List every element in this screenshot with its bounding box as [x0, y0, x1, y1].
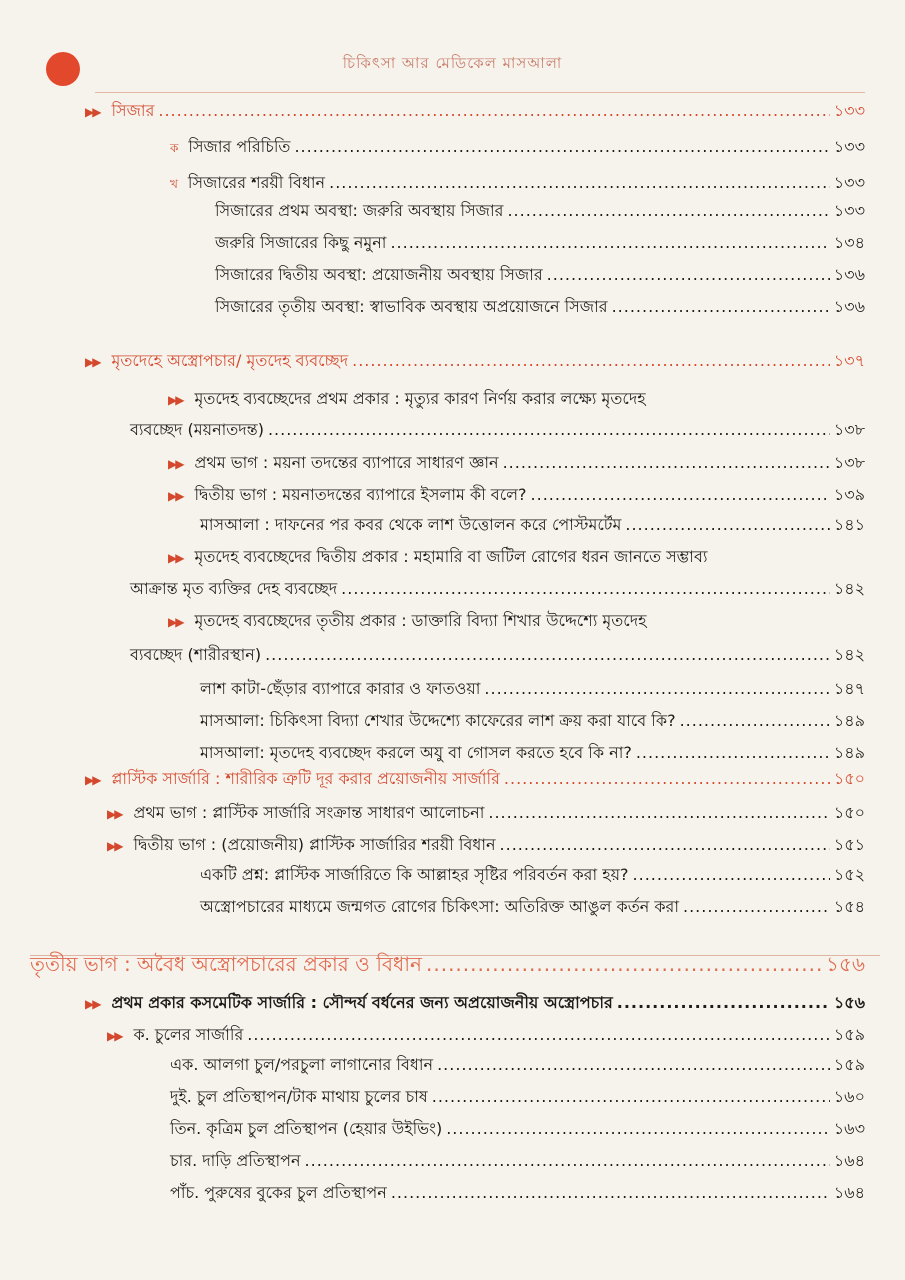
entry-title: প্রথম ভাগ : ময়না তদন্তের ব্যাপারে সাধারণ জ্ঞান	[194, 453, 499, 472]
toc-entry	[85, 766, 865, 793]
toc-entry	[215, 262, 865, 289]
entry-title: মৃতদেহ ব্যবচ্ছেদের প্রথম প্রকার : মৃত্যুর কারণ নির্ণয় করার লক্ষ্যে মৃতদেহ	[194, 389, 646, 408]
page-number: ১৫৯	[833, 1025, 865, 1044]
dot-leader	[265, 645, 830, 664]
toc-entry	[85, 990, 865, 1017]
toc-entry	[170, 1084, 865, 1111]
entry-letter: ক	[170, 141, 179, 155]
toc-entry	[168, 544, 865, 571]
entry-title: অস্ত্রোপচারের মাধ্যমে জন্মগত রোগের চিকিৎসা: অতিরিক্ত আঙুল কর্তন করা	[200, 897, 679, 916]
double-arrow-icon: ▶▶	[168, 551, 183, 565]
toc-entry	[168, 450, 865, 477]
toc-entry	[200, 894, 865, 921]
double-arrow-icon: ▶▶	[85, 355, 100, 369]
running-header: চিকিৎসা আর মেডিকেল মাসআলা	[342, 54, 563, 72]
toc-entry	[168, 608, 865, 635]
toc-entry	[30, 950, 865, 983]
dot-leader	[390, 233, 829, 252]
page-number: ১৩৬	[833, 265, 865, 284]
toc-entry	[85, 348, 865, 375]
page-number: ১৩৭	[833, 351, 865, 370]
dot-leader	[391, 1183, 830, 1202]
entry-title: তিন. কৃত্রিম চুল প্রতিস্থাপন (হেয়ার উইভিং)	[170, 1119, 443, 1138]
entry-title: চার. দাড়ি প্রতিস্থাপন	[170, 1151, 301, 1170]
dot-leader	[247, 1025, 830, 1044]
entry-title: জরুরি সিজারের কিছু নমুনা	[215, 233, 387, 252]
entry-title: দুই. চুল প্রতিস্থাপন/টাক মাথায় চুলের চাষ	[170, 1087, 428, 1106]
dot-leader	[437, 1055, 830, 1074]
dot-leader	[633, 865, 830, 884]
double-arrow-icon: ▶▶	[168, 615, 183, 629]
dot-leader	[683, 897, 830, 916]
double-arrow-icon: ▶▶	[107, 839, 122, 853]
dot-leader	[636, 743, 830, 762]
dot-leader	[158, 101, 829, 120]
entry-title: দ্বিতীয় ভাগ : ময়নাতদন্তের ব্যাপারে ইসলাম কী বলে?	[194, 485, 527, 504]
entry-title: মৃতদেহ ব্যবচ্ছেদের তৃতীয় প্রকার : ডাক্তারি বিদ্যা শিখার উদ্দেশ্যে মৃতদেহ	[194, 611, 647, 630]
double-arrow-icon: ▶▶	[107, 1029, 122, 1043]
toc-entry	[200, 862, 865, 889]
entry-title: সিজারের প্রথম অবস্থা: জরুরি অবস্থায় সিজার	[215, 201, 504, 220]
entry-title: মাসআলা: চিকিৎসা বিদ্যা শেখার উদ্দেশ্যে কাফেরের লাশ ক্রয় করা যাবে কি?	[200, 711, 676, 730]
page-number: ১৪১	[833, 515, 865, 534]
page-number: ১৩৩	[833, 101, 865, 120]
toc-entry	[170, 1052, 865, 1079]
page-number: ১৫৯	[833, 1055, 865, 1074]
entry-title: ক. চুলের সার্জারি	[133, 1025, 244, 1044]
toc-entry	[130, 576, 865, 603]
page-number: ১৬৪	[833, 1183, 865, 1202]
page-number: ১৩৮	[833, 453, 865, 472]
double-arrow-icon: ▶▶	[85, 105, 100, 119]
dot-leader	[426, 952, 822, 976]
entry-title: সিজারের শরয়ী বিধান	[187, 173, 326, 192]
entry-title: সিজার পরিচিতি	[188, 137, 291, 156]
page-number: ১৩৪	[833, 233, 865, 252]
page-number: ১৫০	[833, 803, 865, 822]
dot-leader	[294, 137, 829, 156]
header-rule	[95, 92, 865, 93]
page-number: ১৩৯	[833, 485, 865, 504]
entry-title: মাসআলা: মৃতদেহ ব্যবচ্ছেদ করলে অযু বা গোসল করতে হবে কি না?	[200, 743, 632, 762]
double-arrow-icon: ▶▶	[168, 457, 183, 471]
entry-title: প্লাস্টিক সার্জারি : শারীরিক ত্রুটি দূর করার প্রয়োজনীয় সার্জারি	[111, 769, 500, 788]
entry-title: প্রথম প্রকার কসমেটিক সার্জারি : সৌন্দর্য বর্ধনের জন্য অপ্রয়োজনীয় অস্ত্রোপচার	[111, 993, 613, 1012]
page-number: ১৫৪	[833, 897, 865, 916]
page-number: ১৬০	[833, 1087, 865, 1106]
dot-leader	[305, 1151, 830, 1170]
double-arrow-icon: ▶▶	[85, 997, 100, 1011]
toc-entry	[200, 512, 865, 539]
dot-leader	[547, 265, 830, 284]
toc-entry	[200, 740, 865, 767]
page-number: ১৫৬	[833, 993, 865, 1012]
page-number: ১৬৪	[833, 1151, 865, 1170]
dot-leader	[329, 173, 830, 192]
entry-title: ব্যবচ্ছেদ (শারীরস্থান)	[130, 645, 262, 664]
page-number: ১৩৬	[833, 297, 865, 316]
toc-entry	[107, 1022, 865, 1049]
page-number: ১৪২	[833, 645, 865, 664]
dot-leader	[531, 485, 830, 504]
toc-entry	[107, 832, 865, 859]
page-number: ১৫০	[833, 769, 865, 788]
dot-leader	[488, 803, 829, 822]
dot-leader	[446, 1119, 830, 1138]
toc-entry	[130, 417, 865, 444]
entry-title: পাঁচ. পুরুষের বুকের চুল প্রতিস্থাপন	[170, 1183, 387, 1202]
double-arrow-icon: ▶▶	[168, 489, 183, 503]
dot-leader	[612, 297, 830, 316]
toc-entry	[170, 1148, 865, 1175]
entry-title: একটি প্রশ্ন: প্লাস্টিক সার্জারিতে কি আল্লাহর সৃষ্টির পরিবর্তন করা হয়?	[200, 865, 629, 884]
toc-entry	[168, 386, 865, 413]
dot-leader	[507, 201, 829, 220]
page-number: ১৪৯	[833, 743, 865, 762]
entry-title: আক্রান্ত মৃত ব্যক্তির দেহ ব্যবচ্ছেদ	[130, 579, 338, 598]
dot-leader	[432, 1087, 830, 1106]
entry-title: মাসআলা : দাফনের পর কবর থেকে লাশ উত্তোলন করে পোস্টমর্টেম	[200, 515, 622, 534]
double-arrow-icon: ▶▶	[168, 393, 183, 407]
entry-title: ব্যবচ্ছেদ (ময়নাতদন্ত)	[130, 420, 264, 439]
entry-title: লাশ কাটা-ছেঁড়ার ব্যাপারে কারার ও ফাতওয়া	[200, 679, 481, 698]
toc-entry	[215, 198, 865, 225]
entry-letter: খ	[170, 177, 178, 191]
dot-leader	[484, 679, 829, 698]
page-number: ১৩৩	[833, 137, 865, 156]
dot-leader	[341, 579, 830, 598]
toc-entry	[85, 98, 865, 125]
page-number: ১৪২	[833, 579, 865, 598]
toc-entry	[107, 800, 865, 827]
page-number: ১৫৬	[826, 952, 865, 976]
page-number: ১৫২	[833, 865, 865, 884]
toc-entry	[168, 482, 865, 509]
entry-title: তৃতীয় ভাগ : অবৈধ অস্ত্রোপচারের প্রকার ও বিধান	[30, 952, 422, 976]
page-number: ১৬৩	[833, 1119, 865, 1138]
entry-title: সিজারের তৃতীয় অবস্থা: স্বাভাবিক অবস্থায় অপ্রয়োজনে সিজার	[215, 297, 608, 316]
toc-entry	[170, 134, 865, 161]
toc-entry	[170, 1116, 865, 1143]
dot-leader	[352, 351, 830, 370]
toc-entry	[130, 642, 865, 669]
entry-title: এক. আলগা চুল/পরচুলা লাগানোর বিধান	[170, 1055, 434, 1074]
page-number: ১৩৩	[833, 201, 865, 220]
page-number: ১৪৭	[833, 679, 865, 698]
toc-entry	[200, 708, 865, 735]
entry-title: মৃতদেহ ব্যবচ্ছেদের দ্বিতীয় প্রকার : মহামারি বা জটিল রোগের ধরন জানতে সম্ভাব্য	[194, 547, 708, 566]
page-number: ১৩৩	[833, 173, 865, 192]
toc-entry	[200, 676, 865, 703]
toc-entry	[215, 230, 865, 257]
toc-entry	[170, 170, 865, 197]
entry-title: সিজার	[111, 101, 155, 120]
dot-leader	[617, 993, 830, 1012]
toc-entry	[170, 1180, 865, 1207]
page-number: ১৪৯	[833, 711, 865, 730]
dot-leader	[500, 835, 830, 854]
dot-leader	[268, 420, 830, 439]
entry-title: মৃতদেহে অস্ত্রোপচার/ মৃতদেহ ব্যবচ্ছেদ	[111, 351, 349, 370]
page-number: ১৩৮	[833, 420, 865, 439]
entry-title: প্রথম ভাগ : প্লাস্টিক সার্জারি সংক্রান্ত সাধারণ আলোচনা	[133, 803, 485, 822]
double-arrow-icon: ▶▶	[107, 807, 122, 821]
dot-leader	[503, 453, 830, 472]
dot-leader	[625, 515, 829, 534]
double-arrow-icon: ▶▶	[85, 773, 100, 787]
entry-title: দ্বিতীয় ভাগ : (প্রয়োজনীয়) প্লাস্টিক সার্জারির শরয়ী বিধান	[133, 835, 496, 854]
dot-leader	[680, 711, 830, 730]
page-number: ১৫১	[833, 835, 865, 854]
toc-entry	[215, 294, 865, 321]
entry-title: সিজারের দ্বিতীয় অবস্থা: প্রয়োজনীয় অবস্থায় সিজার	[215, 265, 543, 284]
dot-leader	[504, 769, 830, 788]
